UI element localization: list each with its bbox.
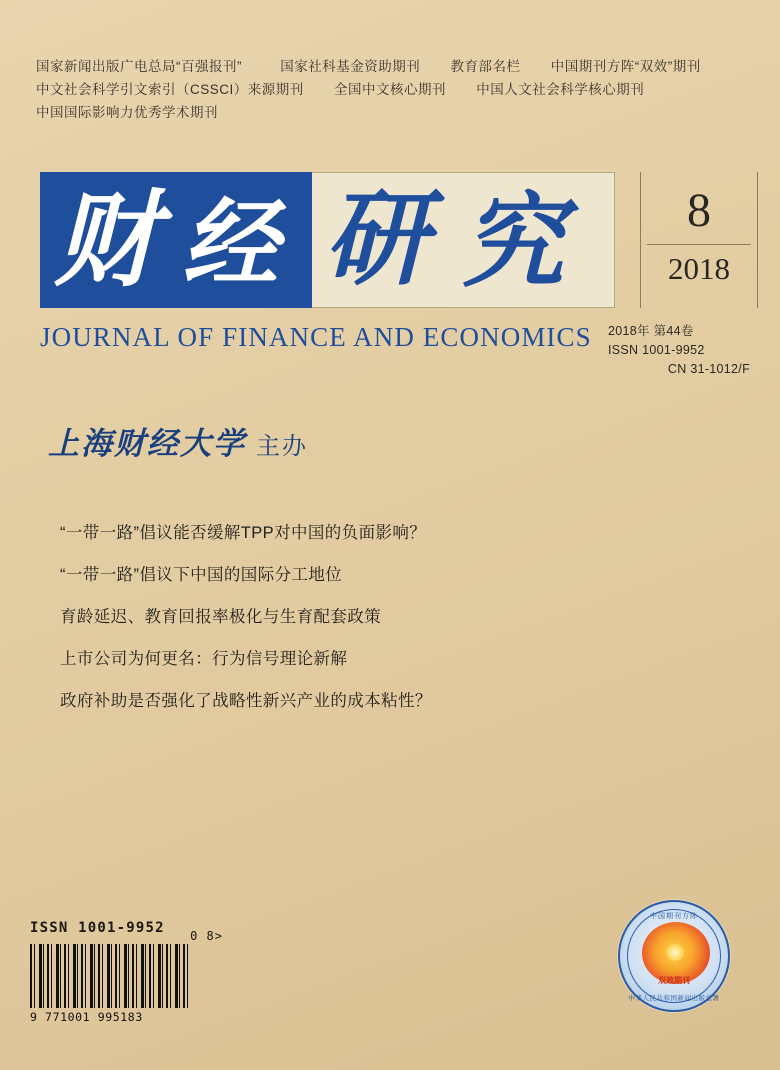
barcode-bars: [30, 944, 190, 1008]
issn-line: ISSN 1001-9952: [608, 343, 705, 357]
issue-meta: [608, 322, 768, 379]
publisher-name: 上海财经大学: [48, 426, 246, 462]
accolade-line-2: [36, 78, 746, 101]
issn-text: ISSN 1001-9952: [30, 920, 165, 936]
barcode-area: [30, 920, 223, 1024]
list-item: “一带一路”倡议能否缓解TPP对中国的负面影响？: [60, 524, 427, 542]
seal-emblem: [618, 900, 730, 1012]
accolade-item: 教育部名栏: [450, 59, 521, 74]
publisher: [48, 418, 308, 463]
title-char-4: 究: [462, 182, 564, 302]
barcode: [30, 929, 223, 1024]
list-item: 育龄延迟、教育回报率极化与生育配套政策: [60, 608, 382, 626]
list-item: 政府补助是否强化了战略性新兴产业的成本粘性？: [60, 692, 432, 710]
seal-mid-text: 双效期刊: [658, 976, 690, 985]
seal-outer-ring: [618, 900, 730, 1012]
volume-line: 2018年 第44卷: [608, 324, 694, 338]
accolades-block: [36, 55, 746, 124]
accolade-item: 国家新闻出版广电总局“百强报刊”: [36, 59, 242, 74]
issue-year: 2018: [647, 244, 751, 289]
list-item: “一带一路”倡议下中国的国际分工地位: [60, 566, 343, 584]
accolade-item: 中国人文社会科学核心期刊: [476, 82, 645, 97]
title-panel-light: [312, 172, 615, 308]
seal-top-text: 中国期刊方阵: [650, 913, 698, 920]
accolade-item: 中国国际影响力优秀学术期刊: [36, 105, 218, 120]
accolade-item: 全国中文核心期刊: [334, 82, 447, 97]
accolade-item: 中文社会科学引文索引（CSSCI）来源期刊: [36, 82, 304, 97]
issue-box: [640, 172, 758, 308]
accolade-line-1: [36, 55, 746, 78]
cn-line: CN 31-1012/F: [667, 362, 750, 376]
accolade-item: 国家社科基金资助期刊: [280, 59, 421, 74]
title-char-3: 研: [324, 177, 429, 300]
title-char-2: 经: [182, 187, 278, 300]
barcode-addon: 0 8>: [190, 929, 223, 943]
barcode-digits: 9 771001 995183: [30, 1010, 143, 1024]
issue-number: 8: [687, 184, 711, 237]
title-panel-blue: [40, 172, 312, 308]
article-list: [60, 512, 720, 722]
accolade-item: 中国期刊方阵“双效”期刊: [550, 59, 701, 74]
title-char-1: 财: [54, 178, 159, 301]
masthead: [40, 172, 740, 308]
english-title: JOURNAL OF FINANCE AND ECONOMICS: [40, 322, 592, 352]
seal-bottom-text: 中华人民共和国新闻出版总署: [628, 995, 720, 1002]
accolade-line-3: [36, 101, 746, 124]
publisher-suffix: 主办: [256, 432, 308, 460]
list-item: 上市公司为何更名：行为信号理论新解: [60, 650, 348, 668]
title-box: [40, 172, 615, 308]
